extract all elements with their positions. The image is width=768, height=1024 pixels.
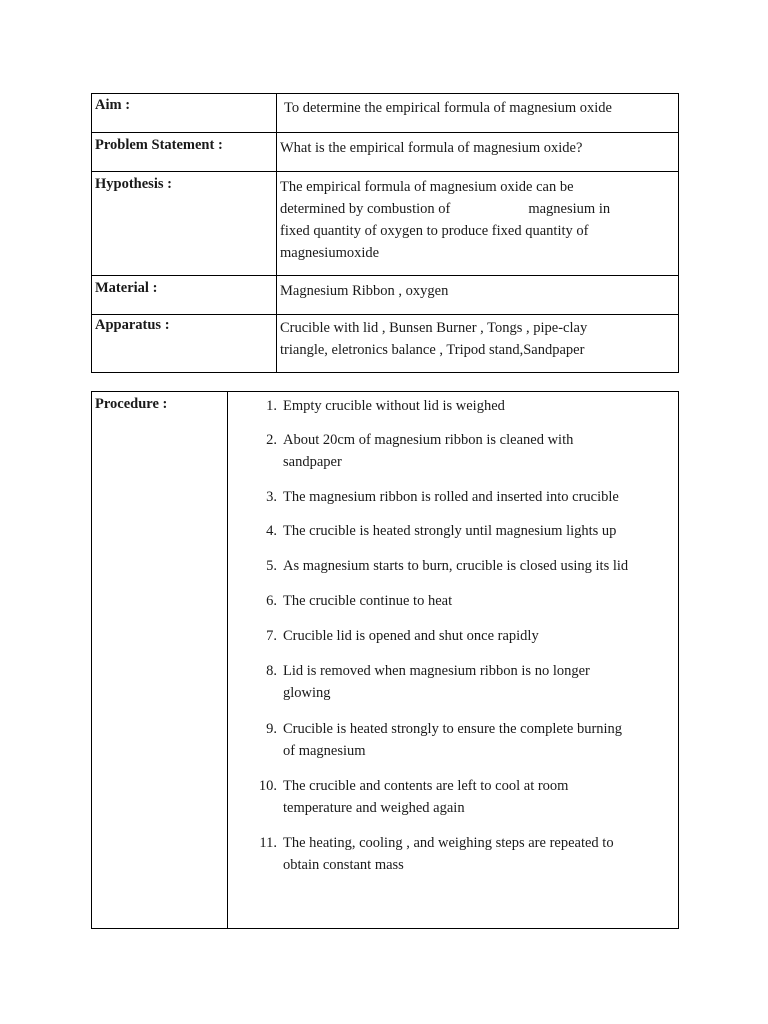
procedure-step-text [277,832,678,876]
procedure-step [228,660,678,704]
apparatus-row [92,315,679,373]
procedure-step-text [277,429,678,473]
problem-label: Problem Statement : [92,133,277,172]
apparatus-value [277,315,679,373]
hypothesis-line-3: fixed quantity of oxygen to produce fixed quantity of [280,223,589,239]
procedure-step-text [277,555,678,577]
procedure-step [228,590,678,612]
procedure-steps [228,392,679,929]
procedure-step-text [277,395,678,417]
procedure-step-line: glowing [283,685,331,701]
procedure-table [91,391,679,929]
procedure-step-text [277,520,678,542]
apparatus-line-2: triangle, eletronics balance , Tripod stand,Sandpaper [280,342,585,358]
hypothesis-line-4: magnesiumoxide [280,245,380,261]
procedure-step-number: 2. [266,432,277,448]
procedure-step-line: The heating, cooling , and weighing steps are repeated to [283,835,614,851]
procedure-step-text [277,660,678,704]
procedure-step [228,832,678,876]
problem-value: What is the empirical formula of magnesium oxide? [277,133,679,172]
procedure-step-number: 11. [259,835,277,851]
apparatus-label: Apparatus : [92,315,277,373]
procedure-step [228,429,678,473]
procedure-step-number: 5. [266,558,277,574]
procedure-step-number: 4. [266,523,277,539]
procedure-step-text [277,775,678,819]
procedure-label: Procedure : [92,392,228,929]
procedure-step-line: Lid is removed when magnesium ribbon is no longer [283,663,590,679]
aim-row [92,94,679,133]
procedure-step-number: 6. [266,593,277,609]
procedure-step-line: The crucible and contents are left to cool at room [283,778,569,794]
procedure-step-text [277,625,678,647]
procedure-step-number: 8. [266,663,277,679]
material-value: Magnesium Ribbon , oxygen [277,276,679,315]
procedure-step-text [277,718,678,762]
material-label: Material : [92,276,277,315]
hypothesis-line-1: The empirical formula of magnesium oxide can be [280,179,574,195]
procedure-step-line: About 20cm of magnesium ribbon is cleaned with [283,432,574,448]
procedure-step-line: Crucible lid is opened and shut once rapidly [283,628,539,644]
hypothesis-line-2 [280,198,675,220]
problem-row [92,133,679,172]
hypothesis-label: Hypothesis : [92,172,277,276]
apparatus-line-1: Crucible with lid , Bunsen Burner , Tongs , pipe-clay [280,320,588,336]
aim-text: To determine the empirical formula of magnesium oxide [284,100,612,116]
procedure-step-line: temperature and weighed again [283,800,465,816]
procedure-step-line: Empty crucible without lid is weighed [283,398,505,414]
procedure-row [92,392,679,929]
aim-value [277,94,679,133]
procedure-step-text [277,590,678,612]
procedure-step [228,486,678,508]
hypothesis-line-2a: determined by combustion of [280,201,451,217]
procedure-step-number: 3. [266,489,277,505]
hypothesis-value [277,172,679,276]
experiment-info-table [91,93,679,373]
aim-label: Aim : [92,94,277,133]
procedure-step-number: 9. [266,721,277,737]
procedure-step-text [277,486,678,508]
procedure-step [228,625,678,647]
procedure-step-line: sandpaper [283,454,342,470]
procedure-step-line: The crucible is heated strongly until magnesium lights up [283,523,617,539]
procedure-step [228,775,678,819]
procedure-step-line: As magnesium starts to burn, crucible is closed using its lid [283,558,629,574]
procedure-step-number: 7. [266,628,277,644]
procedure-step [228,718,678,762]
procedure-step-number: 10. [258,778,277,794]
procedure-step-line: The crucible continue to heat [283,593,453,609]
hypothesis-line-2b: magnesium in [528,201,611,217]
procedure-step-number: 1. [266,398,277,414]
procedure-step-line: of magnesium [283,743,366,759]
material-row [92,276,679,315]
procedure-step-line: Crucible is heated strongly to ensure the complete burning [283,721,623,737]
procedure-step [228,520,678,542]
procedure-step-line: The magnesium ribbon is rolled and inserted into crucible [283,489,619,505]
hypothesis-row [92,172,679,276]
procedure-step-line: obtain constant mass [283,857,404,873]
procedure-step [228,395,678,417]
procedure-list [228,395,678,876]
procedure-step [228,555,678,577]
